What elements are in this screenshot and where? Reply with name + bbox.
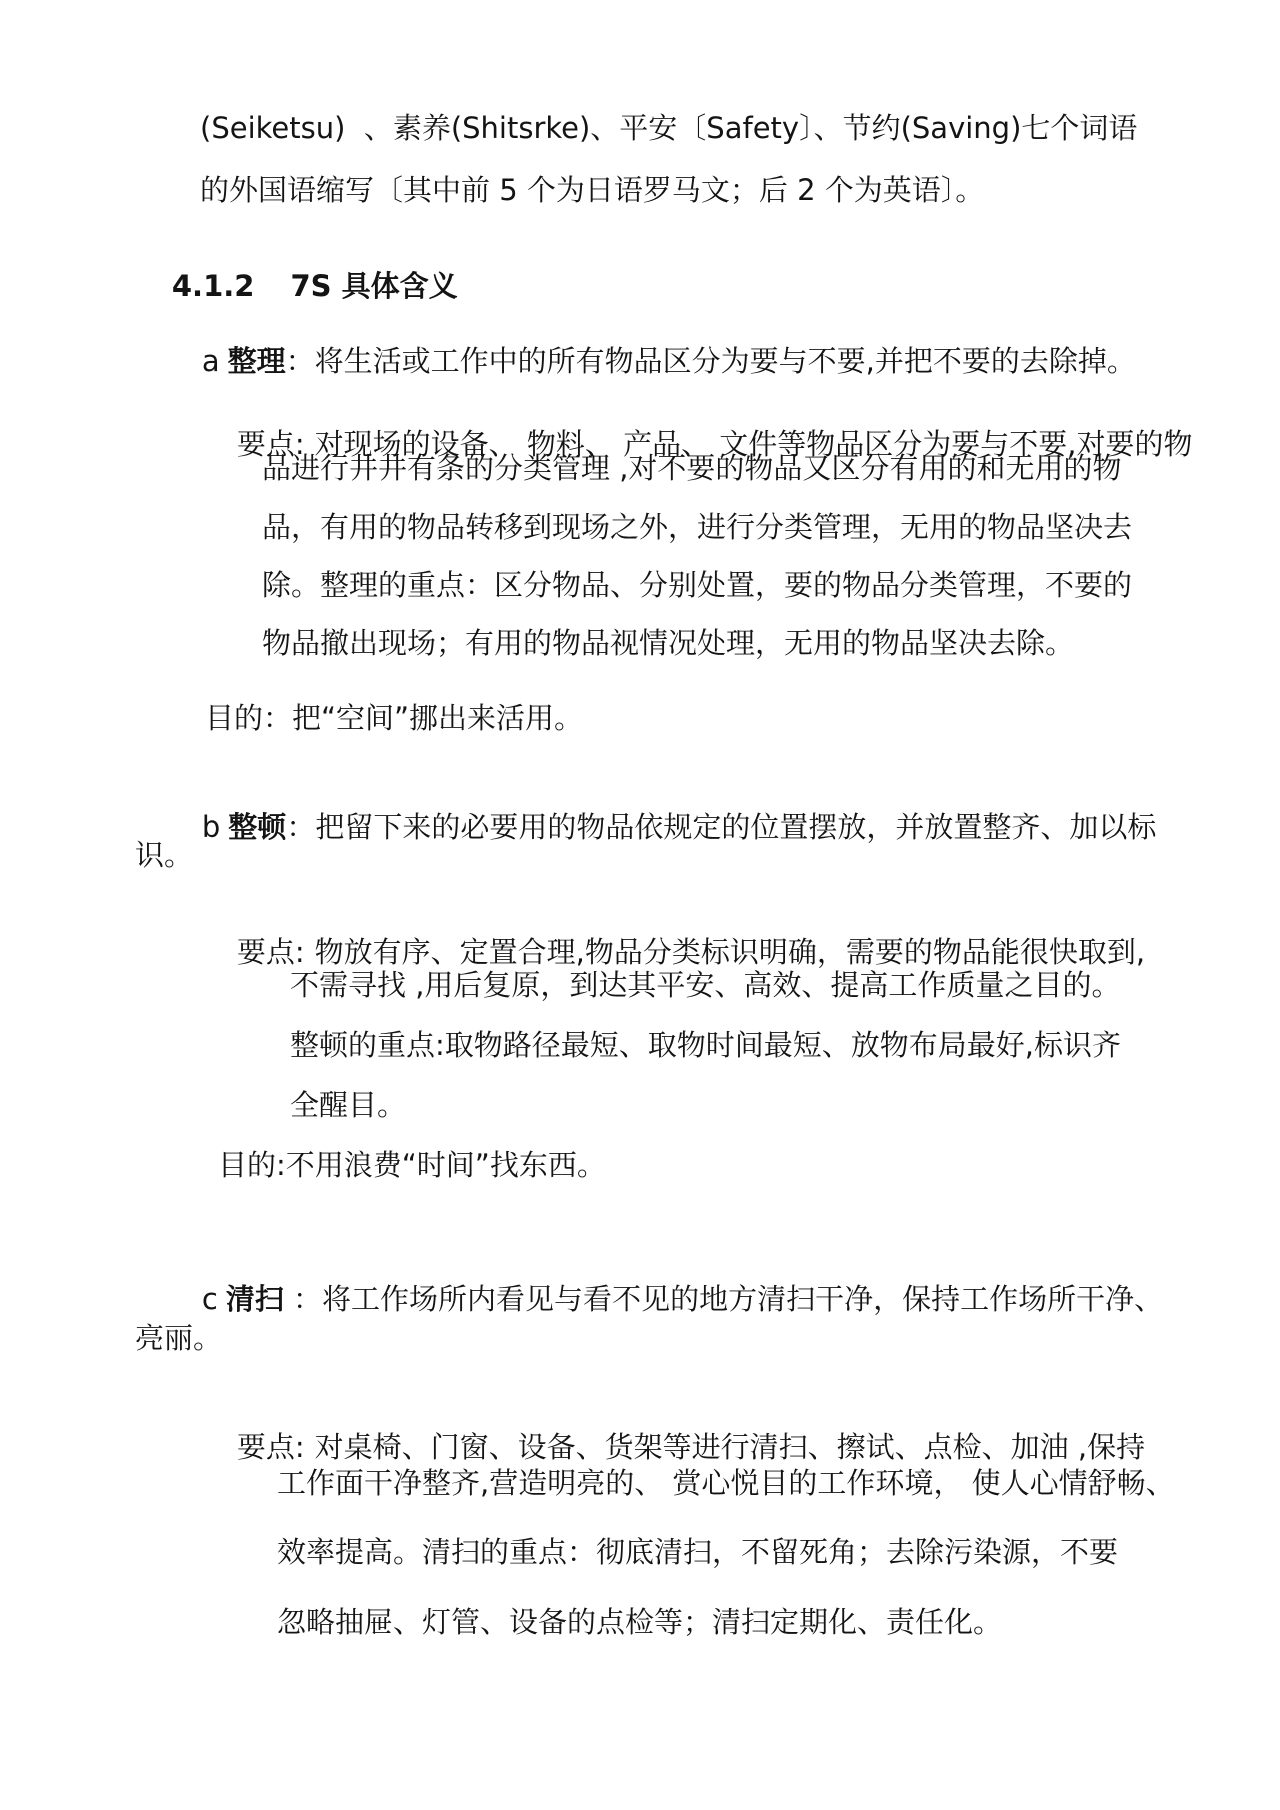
section-c-points-text: 对桌椅、门窗、设备、货架等进行清扫、擦试、点检、加油 ,保持	[314, 1430, 1146, 1464]
intro-line-2: 的外国语缩写〔其中前 5 个为日语罗马文；后 2 个为英语〕。	[200, 173, 985, 207]
section-b-term: 整顿	[228, 810, 287, 844]
section-c-points-label: 要点:	[236, 1430, 305, 1464]
section-b-points-text: 物放有序、定置合理,物品分类标识明确，需要的物品能很快取到,	[314, 935, 1146, 969]
heading-number: 4.1.2	[171, 269, 255, 303]
section-a-points-line: 除。整理的重点：区分物品、分别处置，要的物品分类管理，不要的	[262, 568, 1133, 602]
section-b-definition	[165, 776, 1156, 878]
section-a-points-line: 品进行井井有条的分类管理 ,对不要的物品又区分有用的和无用的物	[262, 451, 1122, 485]
section-b-definition-cont: 识。	[135, 838, 194, 872]
section-b-points-line: 整顿的重点:取物路径最短、取物时间最短、放物布局最好,标识齐	[290, 1028, 1121, 1062]
section-a-term: 整理	[227, 344, 286, 378]
section-c-points-line: 忽略抽屉、灯管、设备的点检等；清扫定期化、责任化。	[277, 1605, 1003, 1639]
section-a-points-line: 物品撤出现场；有用的物品视情况处理，无用的物品坚决去除。	[262, 626, 1075, 660]
section-a-points-line: 品，有用的物品转移到现场之外，进行分类管理，无用的物品坚决去	[262, 510, 1133, 544]
intro-line-1: (Seiketsu) 、素养(Shitsrke)、平安〔Safety〕、节约(Saving)七个词语	[200, 111, 1138, 145]
section-a-letter: a	[201, 344, 220, 378]
section-b-points-label: 要点:	[236, 935, 305, 969]
section-b-points-line: 全醒目。	[290, 1088, 407, 1122]
heading-title: 7S 具体含义	[290, 269, 458, 303]
section-b-definition-text: ：把留下来的必要用的物品依规定的位置摆放，并放置整齐、加以标	[286, 810, 1157, 844]
section-a-points-text: 对现场的设备、 物料、 产品、 文件等物品区分为要与不要,对要的物	[314, 427, 1193, 461]
section-b-purpose: 目的:不用浪费“时间”找东西。	[218, 1148, 606, 1182]
section-a-purpose: 目的：把“空间”挪出来活用。	[205, 701, 584, 735]
section-c-definition-text: ：将工作场所内看见与看不见的地方清扫干净，保持工作场所干净、	[283, 1282, 1164, 1316]
section-a-points-label: 要点:	[236, 427, 305, 461]
section-c-points-line: 工作面干净整齐,营造明亮的、 赏心悦目的工作环境， 使人心情舒畅、	[277, 1466, 1175, 1500]
section-c-term: 清扫	[225, 1282, 284, 1316]
section-b-letter: b	[201, 810, 221, 844]
section-a-definition-text: ：将生活或工作中的所有物品区分为要与不要,并把不要的去除掉。	[285, 344, 1136, 378]
section-c-definition-cont: 亮丽。	[135, 1321, 223, 1355]
section-c-definition	[165, 1248, 1163, 1350]
section-c-letter: c	[201, 1282, 218, 1316]
section-c-points-line: 效率提高。清扫的重点：彻底清扫，不留死角；去除污染源，不要	[277, 1535, 1119, 1569]
section-b-points-line: 不需寻找 ,用后复原，到达其平安、高效、提高工作质量之目的。	[290, 968, 1121, 1002]
